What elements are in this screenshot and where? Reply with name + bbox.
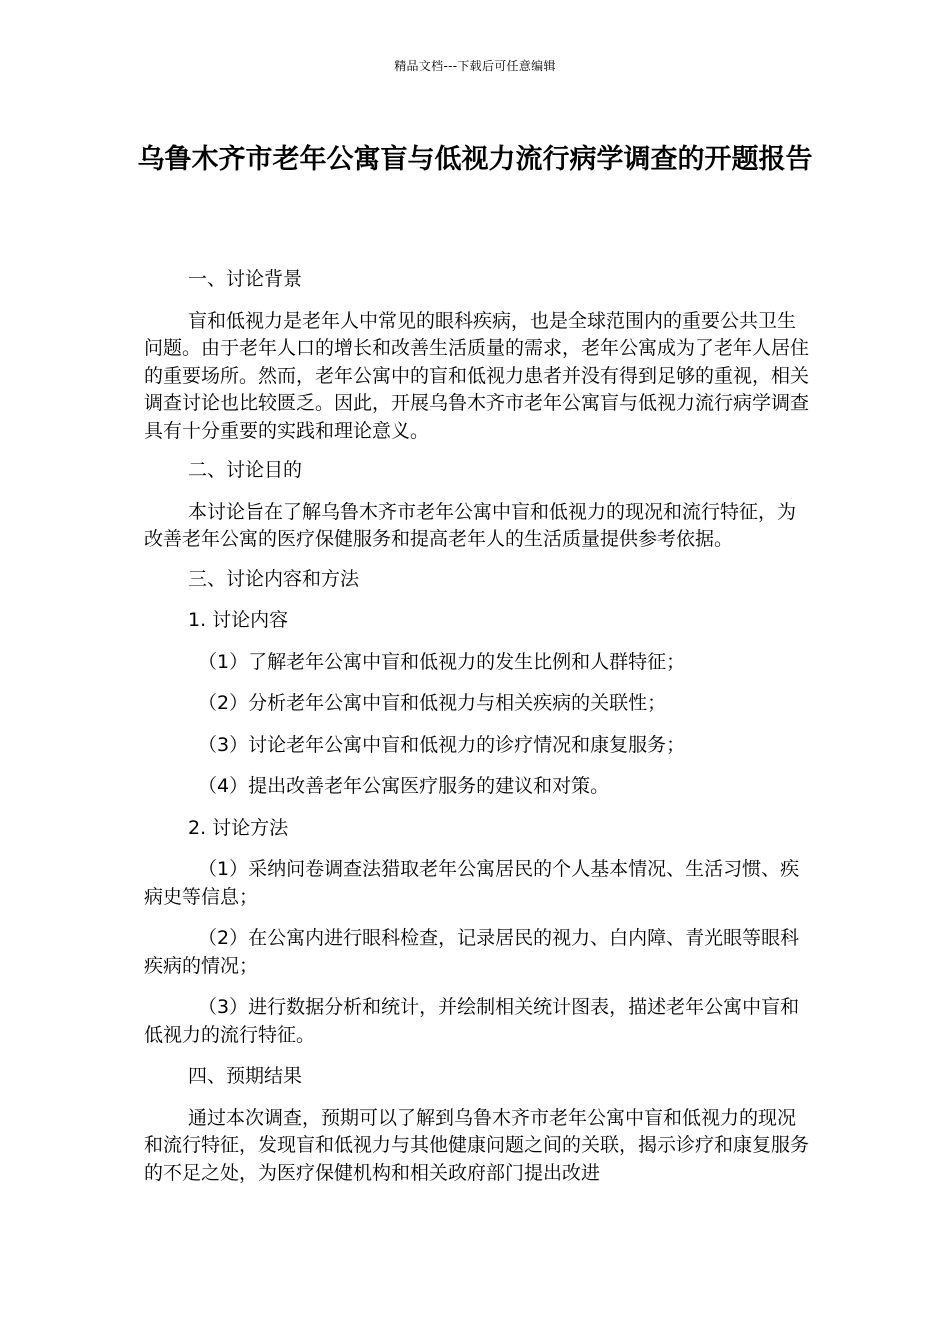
- subheading-methods: 2. 讨论方法: [188, 816, 289, 839]
- section-heading-purpose: 二、讨论目的: [188, 459, 303, 481]
- paragraph-purpose: 本讨论旨在了解乌鲁木齐市老年公寓中盲和低视力的现况和流行特征，为改善老年公寓的医疗保健服务和提高老年人的生活质量提供参考依据。: [144, 500, 797, 550]
- list-item: （1）了解老年公寓中盲和低视力的发生比例和人群特征；: [198, 650, 686, 673]
- paragraph-background: 盲和低视力是老年人中常见的眼科疾病，也是全球范围内的重要公共卫生问题。由于老年人口的增长和改善生活质量的需求，老年公寓成为了老年人居住的重要场所。然而，老年公寓中的盲和低视力患者并没有得到足够的重视，相关调查讨论也比较匮乏。因此，开展乌鲁木齐市老年公寓盲与低视力流行病学调查具有十分重要的实践和理论意义。: [144, 309, 810, 442]
- page-header: 精品文档---下载后可任意编辑: [394, 59, 556, 73]
- document-title: 乌鲁木齐市老年公寓盲与低视力流行病学调查的开题报告: [137, 144, 813, 175]
- list-item: （2）分析老年公寓中盲和低视力与相关疾病的关联性；: [198, 692, 667, 714]
- section-heading-expected-results: 四、预期结果: [188, 1065, 303, 1087]
- list-item: （3）讨论老年公寓中盲和低视力的诊疗情况和康复服务；: [198, 733, 686, 756]
- paragraph-expected-results: 通过本次调查，预期可以了解到乌鲁木齐市老年公寓中盲和低视力的现况和流行特征，发现盲和低视力与其他健康问题之间的关联，揭示诊疗和康复服务的不足之处，为医疗保健机构和相关政府部门提出改进: [144, 1106, 810, 1184]
- section-heading-background: 一、讨论背景: [188, 268, 303, 290]
- document-body: [144, 266, 812, 1199]
- list-item: （4）提出改善老年公寓医疗服务的建议和对策。: [198, 775, 610, 797]
- subheading-content: 1. 讨论内容: [188, 609, 289, 631]
- list-item: （2）在公寓内进行眼科检查，记录居民的视力、白内障、青光眼等眼科疾病的情况；: [144, 927, 800, 977]
- list-item: （3）进行数据分析和统计，并绘制相关统计图表，描述老年公寓中盲和低视力的流行特征。: [144, 996, 800, 1046]
- list-item: （1）采纳问卷调查法猎取老年公寓居民的个人基本情况、生活习惯、疾病史等信息；: [144, 858, 800, 908]
- section-heading-content-methods: 三、讨论内容和方法: [188, 567, 360, 590]
